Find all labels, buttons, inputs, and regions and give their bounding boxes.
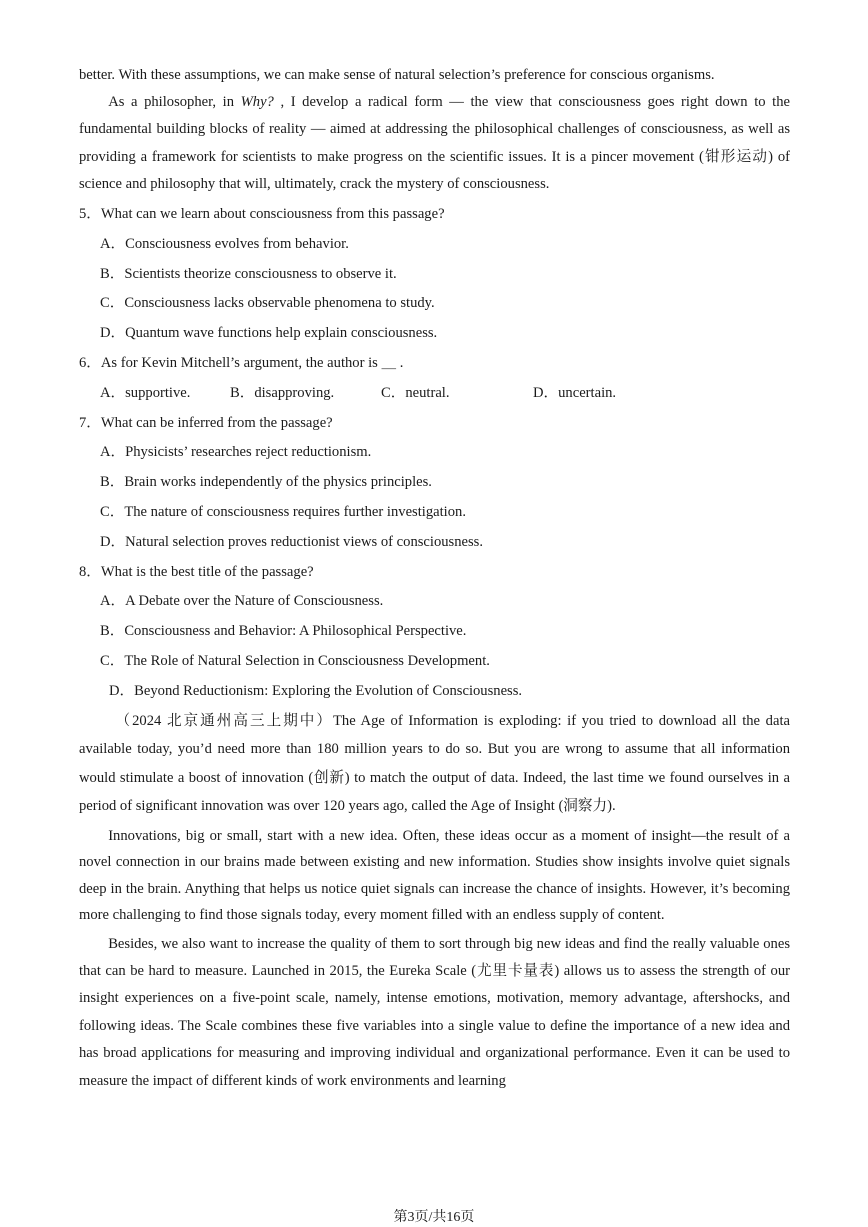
document-page	[79, 62, 790, 1095]
book-title: Why?	[240, 94, 274, 111]
question-5-option-d[interactable]: D．Quantum wave functions help explain consciousness.	[100, 325, 438, 342]
question-8-option-d[interactable]: D．Beyond Reductionism: Exploring the Evolution of Consciousness.	[109, 682, 523, 699]
question-7-option-d[interactable]: D．Natural selection proves reductionist views of consciousness.	[100, 533, 484, 550]
question-7-option-a[interactable]: A．Physicists’ researches reject reductionism.	[100, 444, 372, 461]
philosopher-post: , I develop a radical form — the view that consciousness goes right down to the fundamental building blocks of reality — aimed at addressing the philosophical challenges of consciousness, as well as providing a framework for scientists to make progress on the scientific issues. It is a pincer movement (钳形运动) of science and philosophy that will, ultimately, crack the mystery of consciousness.	[79, 94, 790, 192]
question-6-option-c[interactable]: C．neutral.	[381, 384, 450, 401]
page-footer: 第3页/共16页	[393, 1210, 475, 1225]
question-7-stem: 7．What can be inferred from the passage?	[79, 414, 333, 431]
question-7-option-c[interactable]: C．The nature of consciousness requires further investigation.	[100, 503, 466, 520]
philosopher-pre: As a philosopher, in	[108, 94, 241, 111]
question-8-option-b[interactable]: B．Consciousness and Behavior: A Philosophical Perspective.	[100, 623, 467, 640]
question-8-option-a[interactable]: A．A Debate over the Nature of Consciousness.	[100, 593, 384, 610]
passage2-paragraph-2: Innovations, big or small, start with a new idea. Often, these ideas occur as a moment of insight—the result of a novel connection in our brains made between existing and new information. Studies show insights involve quiet signals deep in the brain. Anything that helps us notice quiet signals can increase the chance of insights. However, it’s becoming more challenging to find those signals today, every moment filled with an endless supply of content.	[79, 827, 790, 924]
question-5-option-b[interactable]: B．Scientists theorize consciousness to observe it.	[100, 265, 397, 282]
question-6-stem: 6．As for Kevin Mitchell’s argument, the author is ＿ .	[79, 355, 404, 371]
question-8-stem: 8．What is the best title of the passage?	[79, 563, 314, 580]
question-5-stem: 5．What can we learn about consciousness from this passage?	[79, 206, 445, 223]
passage2-paragraph-3: Besides, we also want to increase the quality of them to sort through big new ideas and find the really valuable ones that can be hard to measure. Launched in 2015, the Eureka Scale (尤里卡量表) allows us to assess the strength of our insight experiences on a five-point scale, namely, intense emotions, motivation, memory advantage, aftershocks, and following ideas. The Scale combines these five variables into a single value to define the importance of a new idea and has broad applications for measuring and improving individual and organizational performance. Even it can be used to measure the impact of different kinds of work environments and learning	[79, 935, 790, 1089]
paragraph-philosopher	[79, 89, 790, 198]
question-6-option-a[interactable]: A．supportive.	[100, 384, 191, 401]
paragraph-top: better. With these assumptions, we can make sense of natural selection’s preference for conscious organisms.	[79, 67, 715, 83]
passage2-paragraph-1: （2024 北京通州高三上期中）The Age of Information is exploding: if you tried to download all the data available today, you’d need more than 180 million years to do so. But you are wrong to assume that all information would stimulate a boost of innovation (创新) to match the output of data. Indeed, the last time we found ourselves in a period of significant innovation was over 120 years ago, called the Age of Insight (洞察力).	[79, 712, 790, 815]
question-5-option-c[interactable]: C．Consciousness lacks observable phenomena to study.	[100, 295, 435, 312]
question-6-option-d[interactable]: D．uncertain.	[533, 384, 617, 401]
question-6-option-b[interactable]: B．disapproving.	[230, 384, 335, 401]
question-7-option-b[interactable]: B．Brain works independently of the physics principles.	[100, 474, 432, 491]
question-5-option-a[interactable]: A．Consciousness evolves from behavior.	[100, 235, 349, 252]
question-8-option-c[interactable]: C．The Role of Natural Selection in Consciousness Development.	[100, 652, 490, 669]
question-6-options	[100, 379, 790, 409]
